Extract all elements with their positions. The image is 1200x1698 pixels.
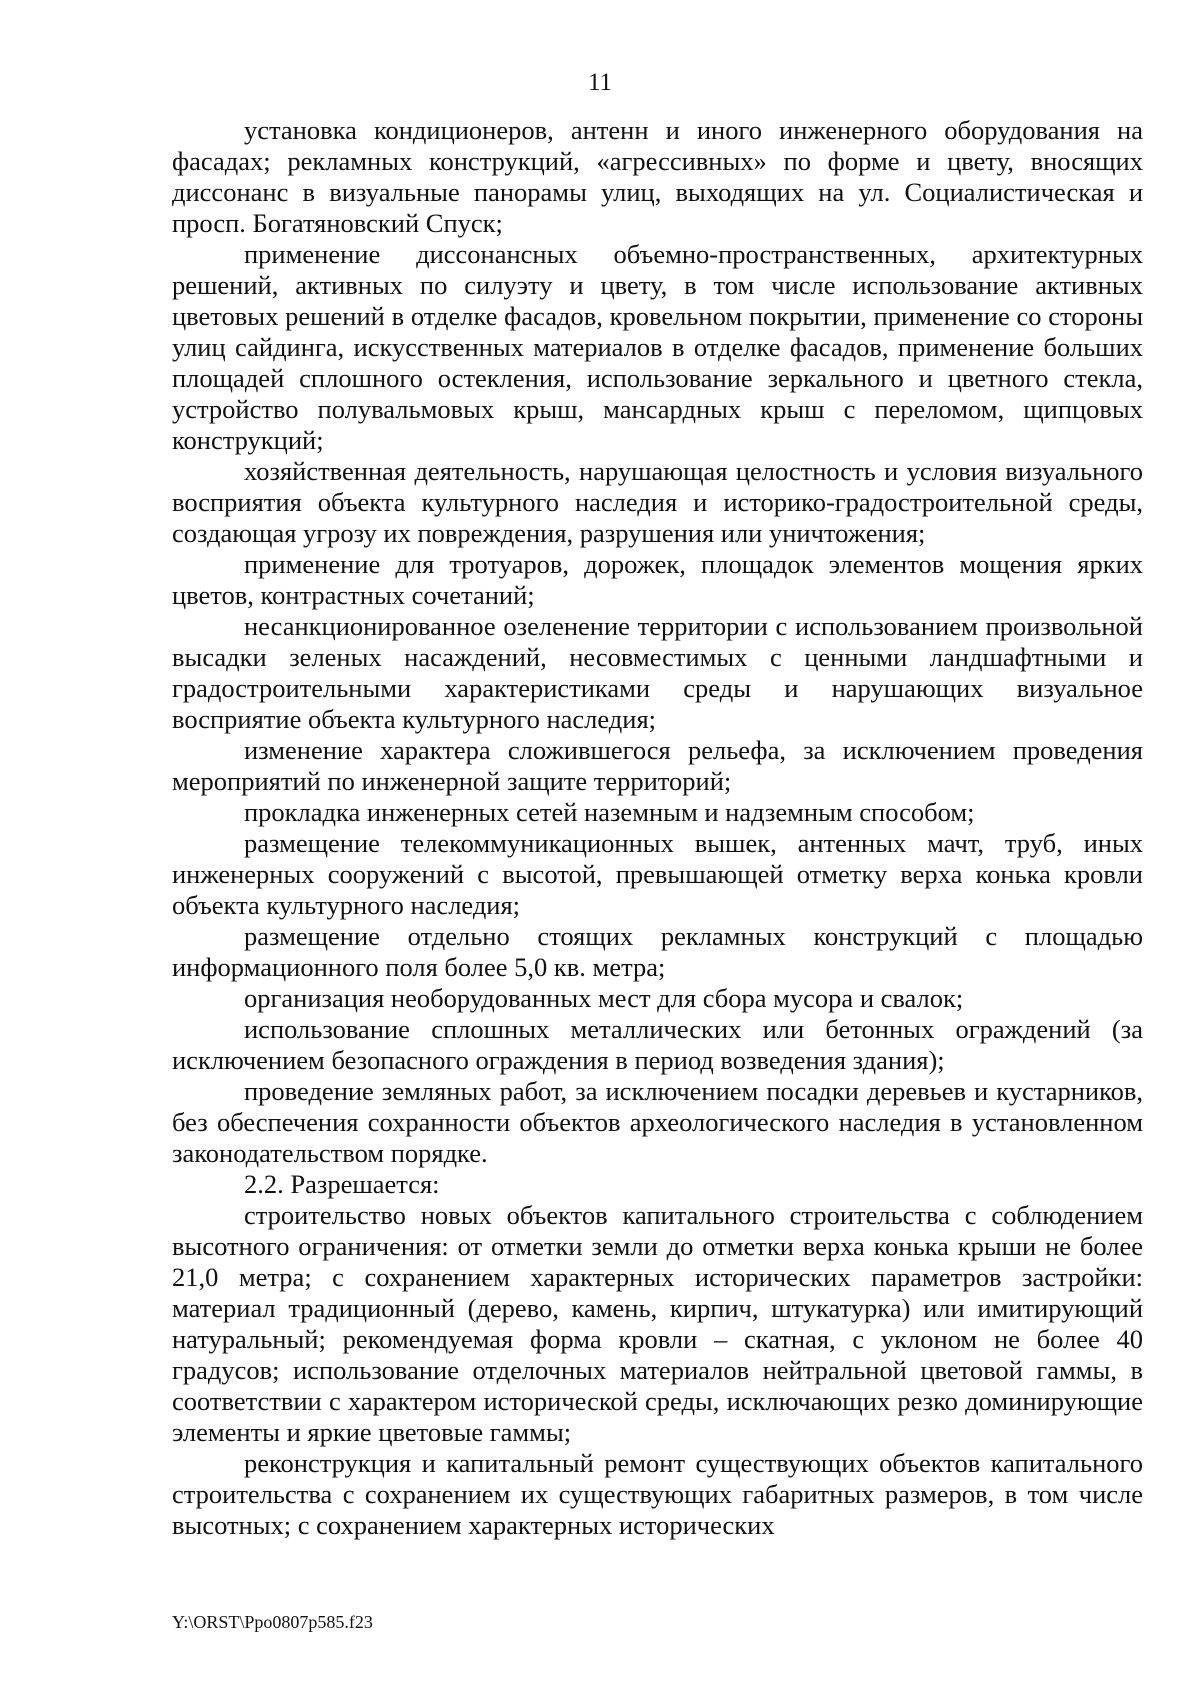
paragraph: организация необорудованных мест для сбора мусора и свалок; [244, 983, 964, 1013]
paragraph: хозяйственная деятельность, нарушающая целостность и условия визуального восприятия объекта культурного наследия и историко-градостроительной среды, создающая угрозу их повреждения, разрушения или уничтожения; [172, 456, 1143, 548]
paragraph: применение для тротуаров, дорожек, площадок элементов мощения ярких цветов, контрастных сочетаний; [172, 549, 1143, 610]
paragraph: проведение земляных работ, за исключением посадки деревьев и кустарников, без обеспечения сохранности объектов археологического наследия в установленном законодательством порядке. [172, 1076, 1143, 1168]
paragraph: размещение отдельно стоящих рекламных конструкций с площадью информационного поля более 5,0 кв. метра; [172, 921, 1143, 982]
footer-file-path: Y:\ORST\Ppo0807p585.f23 [172, 1612, 373, 1632]
paragraph: строительство новых объектов капитального строительства с соблюдением высотного ограничения: от отметки земли до отметки верха конька крыши не более 21,0 метра; с сохранением характерных исторических параметров застройки: материал традиционный (дерево, камень, кирпич, штукатурка) или имитирующий натуральный; рекомендуемая форма кровли – скатная, с уклоном не более 40 градусов; использование отделочных материалов нейтральной цветовой гаммы, в соответствии с характером исторической среды, исключающих резко доминирующие элементы и яркие цветовые гаммы; [172, 1200, 1143, 1447]
paragraph: применение диссонансных объемно-пространственных, архитектурных решений, активных по силуэту и цвету, в том числе использование активных цветовых решений в отделке фасадов, кровельном покрытии, применение со стороны улиц сайдинга, искусственных материалов в отделке фасадов, применение больших площадей сплошного остекления, использование зеркального и цветного стекла, устройство полувальмовых крыш, мансардных крыш с переломом, щипцовых конструкций; [172, 239, 1143, 455]
paragraph: несанкционированное озеленение территории с использованием произвольной высадки зеленых насаждений, несовместимых с ценными ландшафтными и градостроительными характеристиками среды и нарушающих визуальное восприятие объекта культурного наследия; [172, 611, 1143, 734]
paragraph: прокладка инженерных сетей наземным и надземным способом; [244, 797, 975, 827]
paragraph: реконструкция и капитальный ремонт существующих объектов капитального строительства с сохранением их существующих габаритных размеров, в том числе высотных; с сохранением характерных исторических [172, 1448, 1143, 1540]
document-body [172, 115, 1143, 1541]
paragraph: размещение телекоммуникационных вышек, антенных мачт, труб, иных инженерных сооружений с высотой, превышающей отметку верха конька кровли объекта культурного наследия; [172, 828, 1143, 920]
paragraph: изменение характера сложившегося рельефа, за исключением проведения мероприятий по инженерной защите территорий; [172, 735, 1143, 796]
paragraph: установка кондиционеров, антенн и иного инженерного оборудования на фасадах; рекламных конструкций, «агрессивных» по форме и цвету, вносящих диссонанс в визуальные панорамы улиц, выходящих на ул. Социалистическая и просп. Богатяновский Спуск; [172, 115, 1143, 238]
page-number: 11 [587, 69, 613, 96]
section-heading: 2.2. Разрешается: [244, 1169, 440, 1199]
paragraph: использование сплошных металлических или бетонных ограждений (за исключением безопасного ограждения в период возведения здания); [172, 1014, 1143, 1075]
